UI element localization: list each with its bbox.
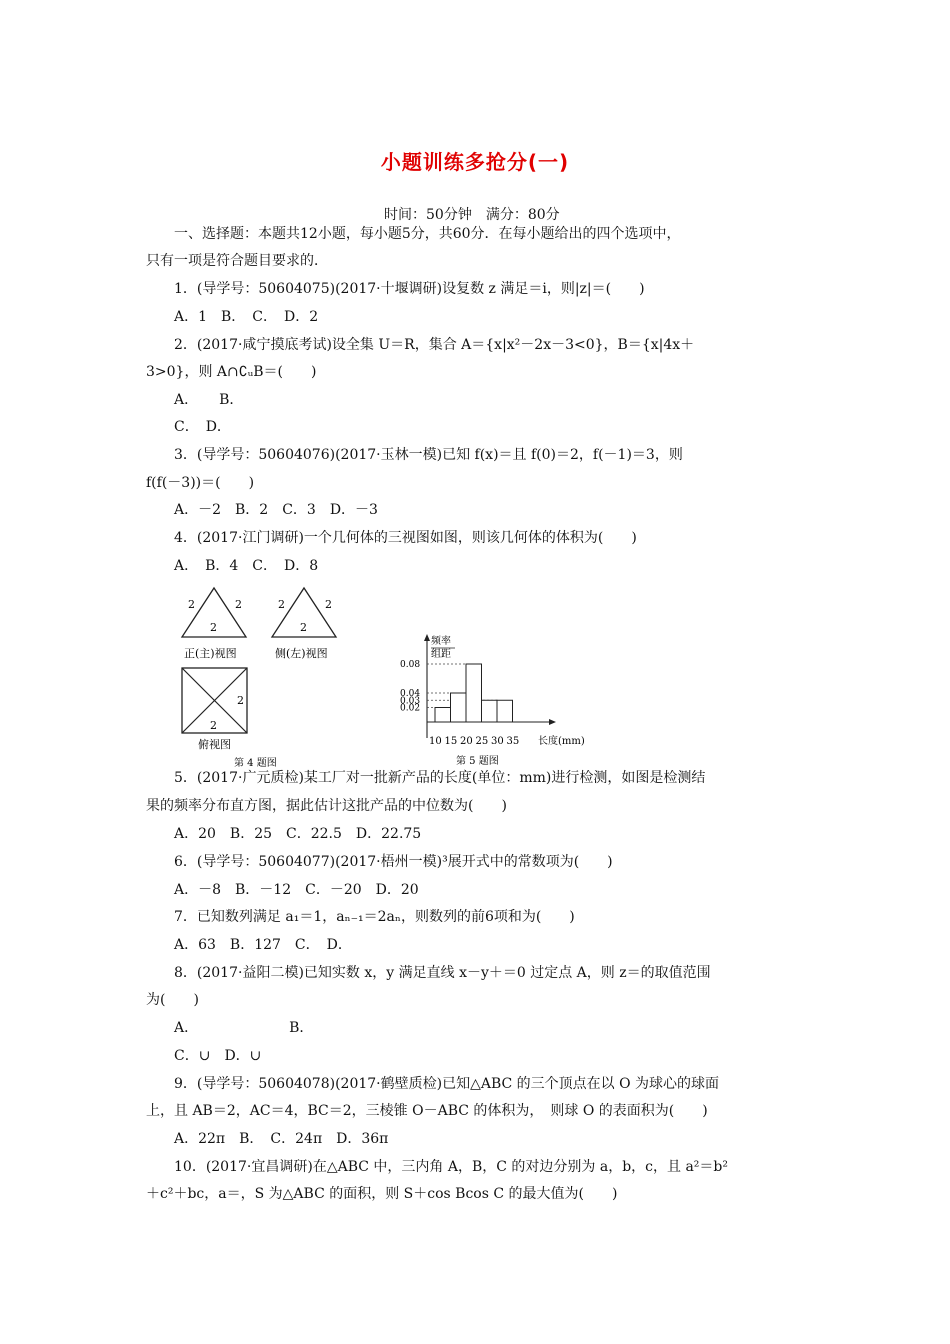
q3-stem: 3．(导学号：50604076)(2017·玉林一模)已知 f(x)＝且 f(0)＝2，f(－1)＝3，则 [174, 447, 683, 463]
q7-stem: 7．已知数列满足 a₁＝1，aₙ₋₁＝2aₙ，则数列的前6项和为( ) [174, 909, 575, 925]
q9-options: A．22π B． C．24π D．36π [174, 1131, 389, 1147]
q2-stem-cont: 3>0}，则 A∩∁ᵤB＝( ) [146, 364, 317, 380]
q3-stem-cont: f(f(－3))＝( ) [146, 475, 255, 491]
front-view [182, 588, 246, 660]
y-axis-label-bottom: 组距 [431, 649, 451, 660]
q4-three-view-figure [178, 584, 348, 770]
y-tick-label: 0.03 [400, 696, 421, 707]
top-view [182, 668, 247, 751]
q8-options-cd: C．∪ D．∪ [174, 1048, 262, 1064]
q6-stem: 6．(导学号：50604077)(2017·梧州一模)³展开式中的常数项为( ) [174, 854, 613, 870]
histogram-bar [466, 664, 482, 722]
histogram-bar [435, 708, 451, 723]
q2-options-ab: A． B． [174, 392, 244, 408]
section-heading-cont: 只有一项是符合题目要求的． [146, 253, 328, 269]
fig4-caption: 第 4 题图 [234, 758, 277, 769]
q7-options: A．63 B．127 C． D． [174, 937, 352, 953]
q4-stem: 4．(2017·江门调研)一个几何体的三视图如图，则该几何体的体积为( ) [174, 530, 637, 546]
q8-stem: 8．(2017·益阳二模)已知实数 x，y 满足直线 x－y＋＝0 过定点 A，则 z＝的取值范围 [174, 965, 711, 981]
q5-stem-cont: 果的频率分布直方图，据此估计这批产品的中位数为( ) [146, 798, 507, 814]
side-view-left-edge: 2 [278, 598, 285, 611]
q8-options-ab: A． B． [174, 1020, 314, 1036]
q5-stem: 5．(2017·广元质检)某工厂对一批新产品的长度(单位：mm)进行检测，如图是检测结 [174, 770, 706, 786]
q1-stem: 1．(导学号：50604075)(2017·十堰调研)设复数 z 满足＝i，则|z|＝( ) [174, 281, 645, 297]
q9-stem-cont: 上，且 AB＝2，AC＝4，BC＝2，三棱锥 O－ABC 的体积为， 则球 O 的表面积为( ) [146, 1103, 708, 1119]
x-tick-label: 20 [460, 736, 473, 747]
y-tick-label: 0.02 [400, 703, 421, 714]
x-tick-label: 25 [475, 736, 489, 747]
histogram-bar [482, 700, 498, 722]
section-heading: 一、选择题：本题共12小题，每小题5分，共60分．在每小题给出的四个选项中， [174, 226, 681, 242]
histogram-marks [400, 660, 519, 747]
front-view-label: 正(主)视图 [184, 647, 237, 660]
q5-histogram [398, 632, 598, 772]
top-view-base-edge: 2 [210, 719, 217, 732]
page-title: 小题训练多抢分(一) [380, 150, 570, 174]
q1-options: A．1 B． C． D．2 [174, 309, 319, 325]
q6-options: A．－8 B．－12 C．－20 D．20 [174, 882, 419, 898]
side-view-base-edge: 2 [300, 621, 307, 634]
q2-stem: 2．(2017·咸宁摸底考试)设全集 U＝R，集合 A＝{x|x²－2x－3<0}，B＝{x|4x＋ [174, 337, 695, 353]
q3-options: A．－2 B．2 C．3 D．－3 [174, 502, 378, 518]
x-tick-label: 30 [491, 736, 504, 747]
q4-options: A． B．4 C． D．8 [174, 558, 319, 574]
front-view-base-edge: 2 [210, 621, 217, 634]
histogram-bar [497, 700, 513, 722]
y-tick-label: 0.08 [400, 660, 421, 670]
x-tick-label: 15 [444, 736, 458, 747]
y-tick-label: 0.04 [400, 689, 421, 699]
front-view-left-edge: 2 [188, 598, 195, 611]
q2-options-cd: C． D． [174, 419, 231, 435]
x-tick-label: 10 [429, 736, 442, 747]
x-axis-label: 长度(mm) [538, 736, 585, 747]
q5-options: A．20 B．25 C．22.5 D．22.75 [174, 826, 422, 842]
q8-stem-cont: 为( ) [146, 992, 199, 1008]
x-tick-label: 35 [506, 736, 520, 747]
q10-stem: 10．(2017·宜昌调研)在△ABC 中，三内角 A，B，C 的对边分别为 a，b，c，且 a²＝b² [174, 1159, 728, 1175]
side-view [272, 588, 336, 660]
top-view-right-edge: 2 [237, 694, 244, 707]
histogram-bar [451, 693, 467, 722]
q10-stem-cont: ＋c²＋bc，a＝，S 为△ABC 的面积，则 S＋cos Bcos C 的最大值为( ) [146, 1186, 618, 1202]
top-view-label: 俯视图 [198, 738, 231, 751]
side-view-right-edge: 2 [325, 598, 332, 611]
fig5-caption: 第 5 题图 [456, 756, 499, 767]
q9-stem: 9．(导学号：50604078)(2017·鹤壁质检)已知△ABC 的三个顶点在以 O 为球心的球面 [174, 1076, 720, 1092]
side-view-label: 侧(左)视图 [275, 647, 328, 660]
time-score-line: 时间：50分钟 满分：80分 [384, 207, 560, 223]
y-axis-label-top: 频率 [431, 636, 451, 647]
front-view-right-edge: 2 [235, 598, 242, 611]
